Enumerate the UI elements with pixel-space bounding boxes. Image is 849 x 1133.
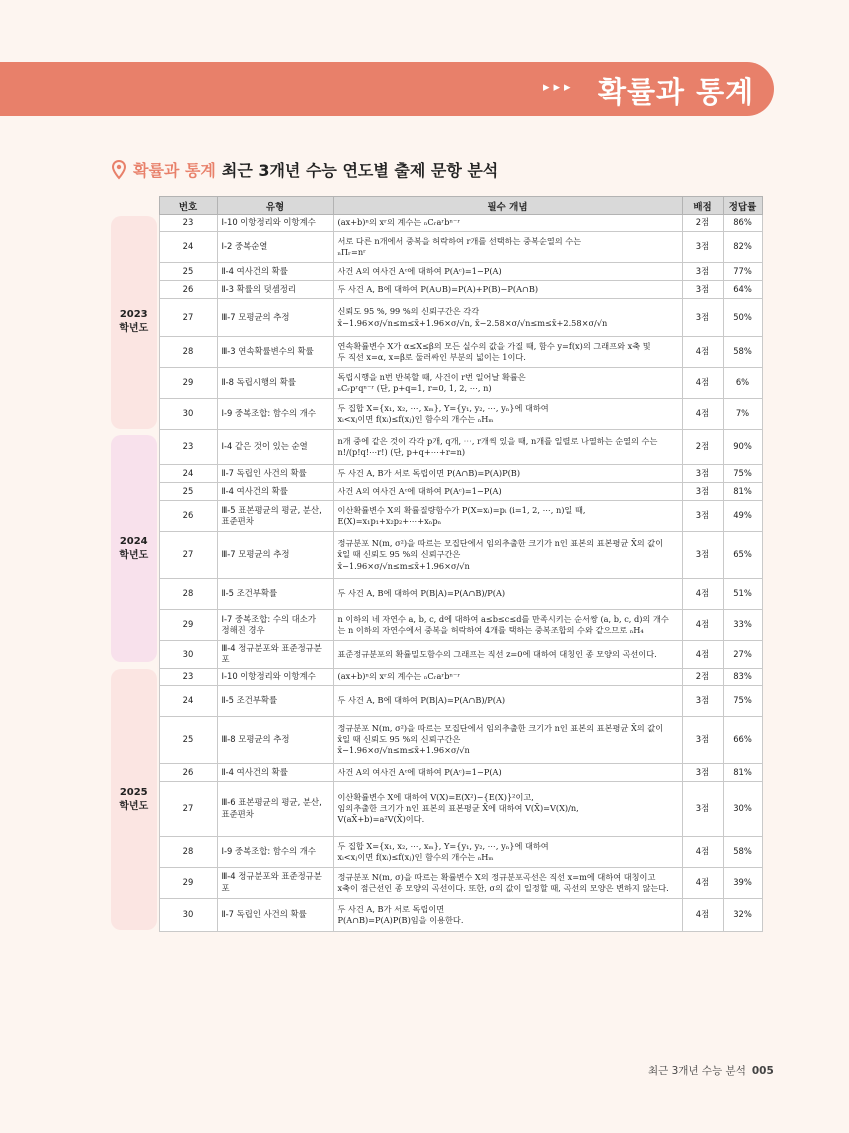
key-concept: 사건 A의 여사건 Aᶜ에 대하여 P(Aᶜ)=1−P(A) xyxy=(333,263,682,281)
table-row xyxy=(111,641,762,669)
question-type: Ⅰ-10 이항정리와 이항계수 xyxy=(217,668,333,685)
correct-rate: 65% xyxy=(723,532,762,579)
footer xyxy=(648,1063,774,1078)
points: 2점 xyxy=(682,215,723,232)
question-number: 29 xyxy=(159,610,217,641)
correct-rate: 6% xyxy=(723,368,762,399)
correct-rate: 82% xyxy=(723,232,762,263)
table-row xyxy=(111,337,762,368)
year-header-spacer xyxy=(111,197,159,215)
question-type: Ⅱ-4 여사건의 확률 xyxy=(217,763,333,781)
question-number: 26 xyxy=(159,501,217,532)
points: 3점 xyxy=(682,781,723,836)
key-concept: (ax+b)ⁿ의 xʳ의 계수는 ₙCᵣaʳbⁿ⁻ʳ xyxy=(333,215,682,232)
points: 4점 xyxy=(682,836,723,867)
table-row xyxy=(111,215,762,232)
table-row xyxy=(111,781,762,836)
question-number: 30 xyxy=(159,399,217,430)
table-row xyxy=(111,685,762,716)
section-heading xyxy=(111,158,498,181)
points: 2점 xyxy=(682,668,723,685)
question-number: 30 xyxy=(159,898,217,931)
question-type: Ⅲ-7 모평균의 추정 xyxy=(217,532,333,579)
points: 3점 xyxy=(682,281,723,299)
question-number: 25 xyxy=(159,263,217,281)
key-concept: n개 중에 같은 것이 각각 p개, q개, ⋯, r개씩 있을 때, n개를 일렬로 나열하는 순열의 수는 n!/(p!q!⋯r!) (단, p+q+⋯+r=n) xyxy=(333,430,682,465)
question-type: Ⅰ-10 이항정리와 이항계수 xyxy=(217,215,333,232)
question-type: Ⅱ-5 조건부확률 xyxy=(217,685,333,716)
correct-rate: 81% xyxy=(723,483,762,501)
points: 3점 xyxy=(682,501,723,532)
points: 2점 xyxy=(682,430,723,465)
key-concept: 정규분포 N(m, σ)을 따르는 확률변수 X의 정규분포곡선은 직선 x=m에 대하여 대칭이고 x축이 점근선인 종 모양의 곡선이다. 또한, σ의 값이 일정할 때, 곡선의 모양은 변하지 않는다. xyxy=(333,867,682,898)
question-type: Ⅱ-3 확률의 덧셈정리 xyxy=(217,281,333,299)
points: 3점 xyxy=(682,483,723,501)
correct-rate: 27% xyxy=(723,641,762,669)
table-row xyxy=(111,465,762,483)
header-points: 배점 xyxy=(682,197,723,215)
question-type: Ⅲ-3 연속확률변수의 확률 xyxy=(217,337,333,368)
points: 4점 xyxy=(682,898,723,931)
points: 4점 xyxy=(682,579,723,610)
year-label: 2025 학년도 xyxy=(111,669,157,930)
key-concept: 두 사건 A, B에 대하여 P(A∪B)=P(A)+P(B)−P(A∩B) xyxy=(333,281,682,299)
map-pin-icon xyxy=(111,160,127,180)
year-label: 2024 학년도 xyxy=(111,435,157,662)
question-type: Ⅰ-4 같은 것이 있는 순열 xyxy=(217,430,333,465)
header-no: 번호 xyxy=(159,197,217,215)
key-concept: 표준정규분포의 확률밀도함수의 그래프는 직선 z=0에 대하여 대칭인 종 모양의 곡선이다. xyxy=(333,641,682,669)
question-number: 30 xyxy=(159,641,217,669)
question-type: Ⅰ-9 중복조합: 함수의 개수 xyxy=(217,836,333,867)
question-type: Ⅲ-5 표본평균의 평균, 분산, 표준편차 xyxy=(217,501,333,532)
correct-rate: 33% xyxy=(723,610,762,641)
section-accent: 확률과 통계 xyxy=(133,161,216,180)
question-number: 27 xyxy=(159,532,217,579)
year-label-cell xyxy=(111,430,159,669)
table-row xyxy=(111,281,762,299)
key-concept: n 이하의 네 자연수 a, b, c, d에 대하여 a≤b≤c≤d를 만족시키는 순서쌍 (a, b, c, d)의 개수 는 n 이하의 자연수에서 중복을 허락하여 4개를 택하는 중복조합의 수와 같으므로 ₙH₄ xyxy=(333,610,682,641)
points: 4점 xyxy=(682,610,723,641)
key-concept: 두 집합 X={x₁, x₂, ⋯, xₘ}, Y={y₁, y₂, ⋯, yₙ}에 대하여 xᵢ<xⱼ이면 f(xᵢ)≤f(xⱼ)인 함수의 개수는 ₙHₘ xyxy=(333,399,682,430)
banner-arrows: ▸▸▸ xyxy=(543,80,575,95)
table-row xyxy=(111,716,762,763)
question-number: 28 xyxy=(159,579,217,610)
question-number: 25 xyxy=(159,483,217,501)
correct-rate: 90% xyxy=(723,430,762,465)
page-number: 005 xyxy=(751,1065,774,1077)
exam-analysis-table xyxy=(111,196,763,932)
table-row xyxy=(111,299,762,337)
key-concept: 서로 다른 n개에서 중복을 허락하여 r개를 선택하는 중복순열의 수는 ₙΠᵣ=nʳ xyxy=(333,232,682,263)
correct-rate: 58% xyxy=(723,836,762,867)
footer-text: 최근 3개년 수능 분석 xyxy=(648,1065,746,1077)
correct-rate: 58% xyxy=(723,337,762,368)
table-row xyxy=(111,399,762,430)
header-type: 유형 xyxy=(217,197,333,215)
key-concept: 독립시행을 n번 반복할 때, 사건이 r번 일어날 확률은 ₙCᵣpʳqⁿ⁻ʳ (단, p+q=1, r=0, 1, 2, ⋯, n) xyxy=(333,368,682,399)
table-row xyxy=(111,263,762,281)
correct-rate: 66% xyxy=(723,716,762,763)
key-concept: 사건 A의 여사건 Aᶜ에 대하여 P(Aᶜ)=1−P(A) xyxy=(333,483,682,501)
table-row xyxy=(111,763,762,781)
correct-rate: 75% xyxy=(723,685,762,716)
year-label: 2023 학년도 xyxy=(111,216,157,429)
points: 4점 xyxy=(682,337,723,368)
key-concept: 연속확률변수 X가 α≤X≤β의 모든 실수의 값을 가질 때, 함수 y=f(x)의 그래프와 x축 및 두 직선 x=α, x=β로 둘러싸인 부분의 넓이는 1이다. xyxy=(333,337,682,368)
question-number: 23 xyxy=(159,668,217,685)
correct-rate: 32% xyxy=(723,898,762,931)
question-type: Ⅱ-4 여사건의 확률 xyxy=(217,483,333,501)
points: 3점 xyxy=(682,532,723,579)
points: 4점 xyxy=(682,867,723,898)
table-row xyxy=(111,232,762,263)
key-concept: 두 사건 A, B에 대하여 P(B|A)=P(A∩B)/P(A) xyxy=(333,685,682,716)
question-type: Ⅲ-4 정규분포와 표준정규분포 xyxy=(217,867,333,898)
table-body xyxy=(111,215,762,932)
question-number: 26 xyxy=(159,763,217,781)
question-number: 23 xyxy=(159,215,217,232)
correct-rate: 86% xyxy=(723,215,762,232)
correct-rate: 51% xyxy=(723,579,762,610)
table-row xyxy=(111,430,762,465)
header-concept: 필수 개념 xyxy=(333,197,682,215)
correct-rate: 64% xyxy=(723,281,762,299)
key-concept: 이산확률변수 X에 대하여 V(X)=E(X²)−{E(X)}²이고, 임의추출한 크기가 n인 표본의 표본평균 X̄에 대하여 V(X̄)=V(X)/n, V(aX̄+b)=a²V(X̄)이다. xyxy=(333,781,682,836)
question-number: 27 xyxy=(159,781,217,836)
question-type: Ⅲ-6 표본평균의 평균, 분산, 표준편차 xyxy=(217,781,333,836)
key-concept: 이산확률변수 X의 확률질량함수가 P(X=xᵢ)=pᵢ (i=1, 2, ⋯, n)일 때, E(X)=x₁p₁+x₂p₂+⋯+xₙpₙ xyxy=(333,501,682,532)
table-row xyxy=(111,501,762,532)
table-row xyxy=(111,579,762,610)
question-type: Ⅱ-5 조건부확률 xyxy=(217,579,333,610)
question-type: Ⅰ-2 중복순열 xyxy=(217,232,333,263)
question-type: Ⅱ-8 독립시행의 확률 xyxy=(217,368,333,399)
table-row xyxy=(111,836,762,867)
question-number: 28 xyxy=(159,836,217,867)
points: 3점 xyxy=(682,465,723,483)
header-rate: 정답률 xyxy=(723,197,762,215)
question-type: Ⅱ-4 여사건의 확률 xyxy=(217,263,333,281)
points: 3점 xyxy=(682,263,723,281)
question-type: Ⅲ-7 모평균의 추정 xyxy=(217,299,333,337)
points: 3점 xyxy=(682,763,723,781)
table-row xyxy=(111,368,762,399)
table-row xyxy=(111,668,762,685)
question-type: Ⅲ-8 모평균의 추정 xyxy=(217,716,333,763)
points: 3점 xyxy=(682,685,723,716)
key-concept: 두 사건 A, B에 대하여 P(B|A)=P(A∩B)/P(A) xyxy=(333,579,682,610)
correct-rate: 39% xyxy=(723,867,762,898)
table-row xyxy=(111,532,762,579)
question-number: 24 xyxy=(159,465,217,483)
question-number: 28 xyxy=(159,337,217,368)
correct-rate: 83% xyxy=(723,668,762,685)
section-title: 최근 3개년 수능 연도별 출제 문항 분석 xyxy=(221,161,499,180)
table-row xyxy=(111,867,762,898)
key-concept: 사건 A의 여사건 Aᶜ에 대하여 P(Aᶜ)=1−P(A) xyxy=(333,763,682,781)
question-number: 27 xyxy=(159,299,217,337)
points: 3점 xyxy=(682,232,723,263)
key-concept: 정규분포 N(m, σ²)을 따르는 모집단에서 임의추출한 크기가 n인 표본의 표본평균 X̄의 값이 x̄일 때 신뢰도 95 %의 신뢰구간은 x̄−1.96×σ/√n≤m≤x̄+1.96×σ/√n xyxy=(333,532,682,579)
key-concept: 정규분포 N(m, σ²)을 따르는 모집단에서 임의추출한 크기가 n인 표본의 표본평균 X̄의 값이 x̄일 때 신뢰도 95 %의 신뢰구간은 x̄−1.96×σ/√n≤m≤x̄+1.96×σ/√n xyxy=(333,716,682,763)
correct-rate: 7% xyxy=(723,399,762,430)
question-type: Ⅲ-4 정규분포와 표준정규분포 xyxy=(217,641,333,669)
key-concept: (ax+b)ⁿ의 xʳ의 계수는 ₙCᵣaʳbⁿ⁻ʳ xyxy=(333,668,682,685)
correct-rate: 50% xyxy=(723,299,762,337)
question-number: 29 xyxy=(159,368,217,399)
question-type: Ⅰ-7 중복조합: 수의 대소가 정해진 경우 xyxy=(217,610,333,641)
key-concept: 신뢰도 95 %, 99 %의 신뢰구간은 각각 x̄−1.96×σ/√n≤m≤x̄+1.96×σ/√n, x̄−2.58×σ/√n≤m≤x̄+2.58×σ/√n xyxy=(333,299,682,337)
question-type: Ⅱ-7 독립인 사건의 확률 xyxy=(217,898,333,931)
correct-rate: 77% xyxy=(723,263,762,281)
question-number: 23 xyxy=(159,430,217,465)
points: 3점 xyxy=(682,716,723,763)
year-label-cell xyxy=(111,668,159,931)
correct-rate: 75% xyxy=(723,465,762,483)
points: 4점 xyxy=(682,641,723,669)
question-type: Ⅱ-7 독립인 사건의 확률 xyxy=(217,465,333,483)
year-label-cell xyxy=(111,215,159,430)
key-concept: 두 집합 X={x₁, x₂, ⋯, xₘ}, Y={y₁, y₂, ⋯, yₙ}에 대하여 xᵢ<xⱼ이면 f(xᵢ)≤f(xⱼ)인 함수의 개수는 ₙHₘ xyxy=(333,836,682,867)
correct-rate: 30% xyxy=(723,781,762,836)
key-concept: 두 사건 A, B가 서로 독립이면 P(A∩B)=P(A)P(B) xyxy=(333,465,682,483)
question-number: 24 xyxy=(159,685,217,716)
points: 3점 xyxy=(682,299,723,337)
question-number: 24 xyxy=(159,232,217,263)
question-number: 25 xyxy=(159,716,217,763)
table-row xyxy=(111,610,762,641)
banner-title: 확률과 통계 xyxy=(598,75,755,109)
correct-rate: 49% xyxy=(723,501,762,532)
question-type: Ⅰ-9 중복조합: 함수의 개수 xyxy=(217,399,333,430)
table-row xyxy=(111,898,762,931)
table-row xyxy=(111,483,762,501)
points: 4점 xyxy=(682,399,723,430)
question-number: 26 xyxy=(159,281,217,299)
table-header-row xyxy=(111,197,762,215)
key-concept: 두 사건 A, B가 서로 독립이면 P(A∩B)=P(A)P(B)임을 이용한다. xyxy=(333,898,682,931)
question-number: 29 xyxy=(159,867,217,898)
correct-rate: 81% xyxy=(723,763,762,781)
points: 4점 xyxy=(682,368,723,399)
